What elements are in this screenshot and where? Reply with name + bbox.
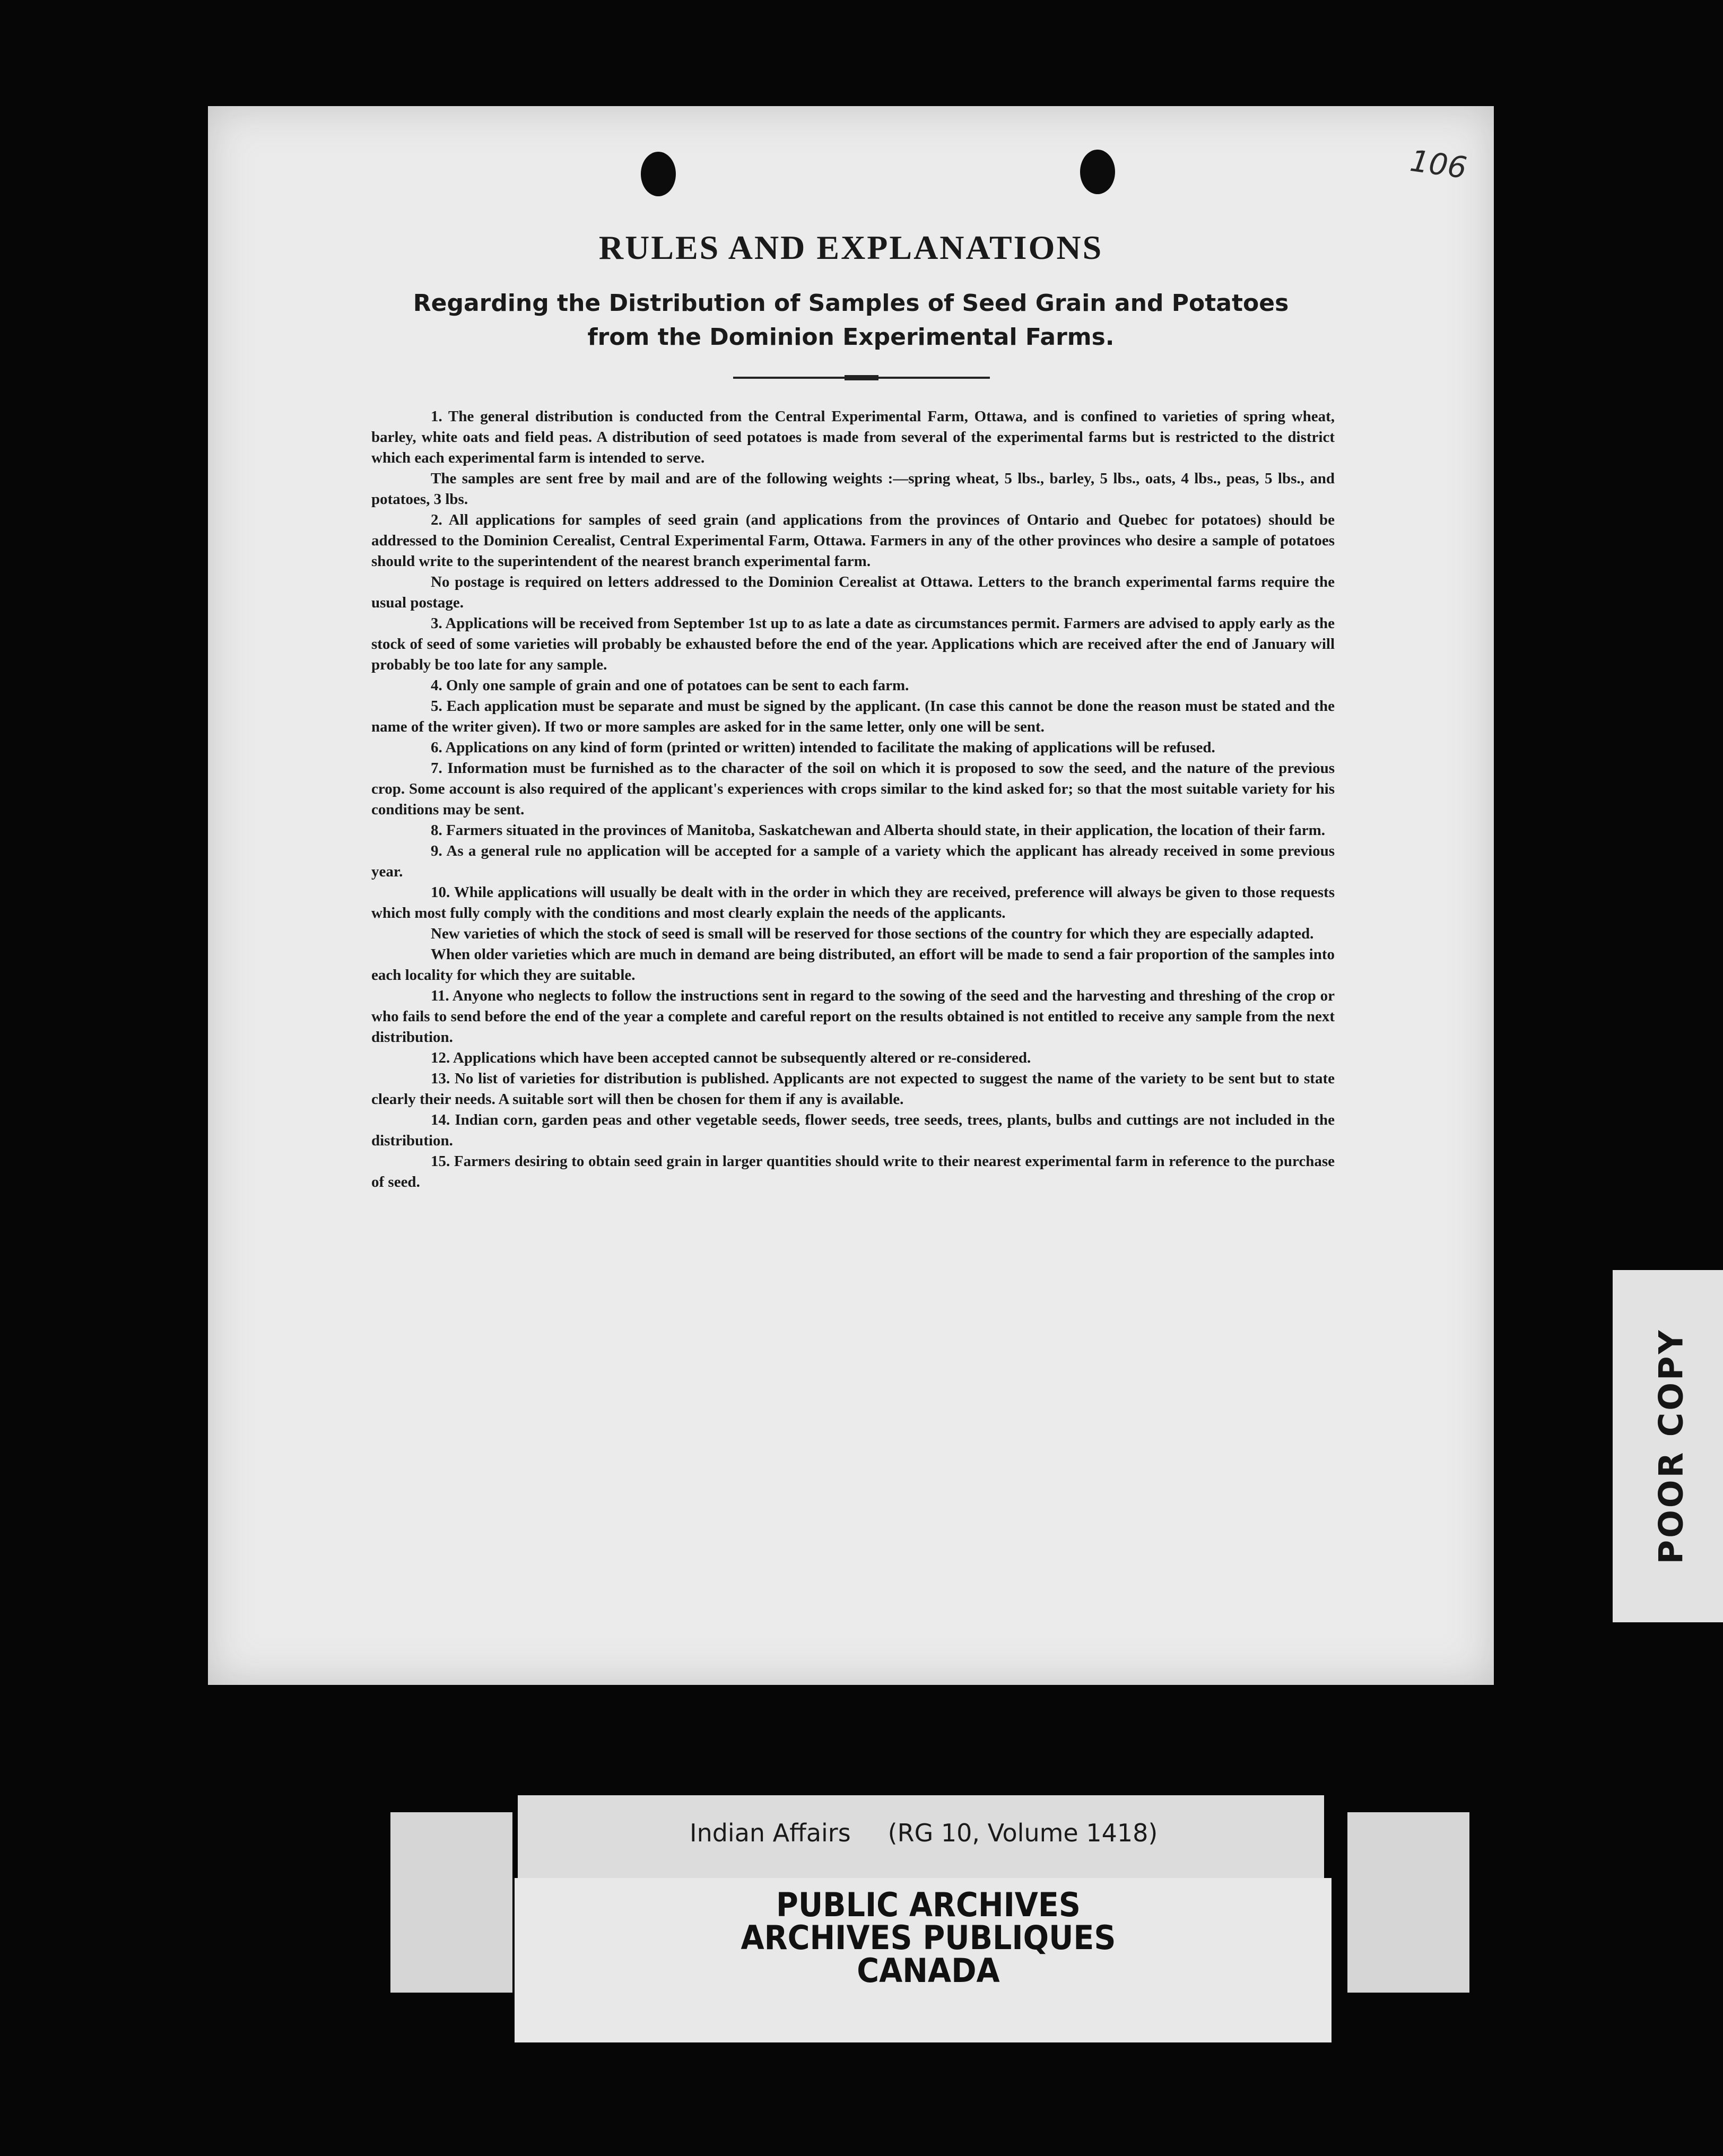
archive-fonds: Indian Affairs [690, 1819, 851, 1847]
subtitle-line-1: Regarding the Distribution of Samples of Seed Grain and Potatoes [413, 290, 1289, 317]
rule-paragraph: 14. Indian corn, garden peas and other vegetable seeds, flower seeds, tree seeds, trees, plants, bulbs and cuttings are not included in the distribution. [371, 1111, 1335, 1149]
rule-paragraph: 1. The general distribution is conducted from the Central Experimental Farm, Ottawa, and is confined to varieties of spring wheat, barley, white oats and field peas. A distribution of seed potatoes is made from several of the experimental farms but is restricted to the district which each experimental farm is intended to serve. [371, 408, 1335, 466]
stamp-line-1: PUBLIC ARCHIVES [776, 1885, 1081, 1924]
rule-paragraph: When older varieties which are much in demand are being distributed, an effort will be made to send a fair proportion of the samples into each locality for which they are suitable. [371, 946, 1335, 984]
rule-paragraph: 10. While applications will usually be dealt with in the order in which they are received, preference will always be given to those requests which most fully comply with the conditions and most clearly explain the needs of the applicants. [371, 884, 1335, 921]
rule-paragraph: New varieties of which the stock of seed is small will be reserved for those sections of the country for which they are especially adapted. [431, 925, 1314, 942]
punch-hole-left [641, 152, 676, 196]
rules-body [371, 406, 1335, 1193]
document-subtitle [367, 286, 1335, 354]
subtitle-line-2: from the Dominion Experimental Farms. [587, 324, 1115, 351]
document-page [208, 106, 1494, 1685]
rule-paragraph: 13. No list of varieties for distribution is published. Applicants are not expected to suggest the name of the variety to be sent but to state clearly their needs. A suitable sort will then be chosen for them if any is available. [371, 1070, 1335, 1108]
rule-paragraph: 5. Each application must be separate and must be signed by the applicant. (In case this cannot be done the reason must be stated and the name of the writer given). If two or more samples are asked for in the same letter, only one will be sent. [371, 698, 1335, 735]
rule-paragraph: The samples are sent free by mail and are of the following weights :—spring wheat, 5 lbs., barley, 5 lbs., oats, 4 lbs., peas, 5 lbs., and potatoes, 3 lbs. [371, 470, 1335, 508]
stamp-line-2: ARCHIVES PUBLIQUES [741, 1918, 1116, 1957]
rule-paragraph: 8. Farmers situated in the provinces of Manitoba, Saskatchewan and Alberta should state, in their application, the location of their farm. [431, 822, 1326, 839]
public-archives-stamp [611, 1885, 1246, 1990]
archive-card-right-flap [1347, 1812, 1469, 1993]
poor-copy-text: POOR COPY [1651, 1328, 1691, 1564]
document-title: RULES AND EXPLANATIONS [598, 229, 1103, 266]
title-divider [733, 377, 990, 379]
rule-paragraph: 15. Farmers desiring to obtain seed grain in larger quantities should write to their nearest experimental farm in reference to the purchase of seed. [371, 1153, 1335, 1190]
rule-paragraph: No postage is required on letters addressed to the Dominion Cerealist at Ottawa. Letters to the branch experimental farms require the usual postage. [371, 573, 1335, 611]
rule-paragraph: 11. Anyone who neglects to follow the instructions sent in regard to the sowing of the seed and the harvesting and threshing of the crop or who fails to send before the end of the year a complete and careful report on the results obtained is not entitled to receive any sample from the next distribution. [371, 987, 1335, 1046]
stamp-line-3: CANADA [857, 1951, 1000, 1990]
rule-paragraph: 7. Information must be furnished as to the character of the soil on which it is proposed to sow the seed, and the nature of the previous crop. Some account is also required of the applicant's experiences with crops similar to the kind asked for; so that the most suitable variety for his conditions may be sent. [371, 760, 1335, 818]
rule-paragraph: 4. Only one sample of grain and one of potatoes can be sent to each farm. [431, 677, 909, 694]
archive-reference-line [690, 1819, 1158, 1847]
rule-paragraph: 6. Applications on any kind of form (printed or written) intended to facilitate the making of applications will be refused. [431, 739, 1215, 756]
archive-volume: (RG 10, Volume 1418) [887, 1819, 1158, 1847]
rule-paragraph: 3. Applications will be received from September 1st up to as late a date as circumstances permit. Farmers are advised to apply early as the stock of seed of some varieties will probably be exhausted before the end of the year. Applications which are received after the end of January will probably be too late for any sample. [371, 615, 1335, 673]
archive-card-left-flap [390, 1812, 512, 1993]
handwritten-page-number: 106 [1407, 143, 1469, 186]
rule-paragraph: 2. All applications for samples of seed grain (and applications from the provinces of Ontario and Quebec for potatoes) should be addressed to the Dominion Cerealist, Central Experimental Farm, Ottawa. Farmers in any of the other provinces who desire a sample of potatoes should write to the superintendent of the nearest branch experimental farm. [371, 511, 1335, 570]
rule-paragraph: 12. Applications which have been accepted cannot be subsequently altered or re-considered. [431, 1049, 1031, 1066]
punch-hole-right [1080, 150, 1115, 194]
rule-paragraph: 9. As a general rule no application will be accepted for a sample of a variety which the applicant has already received in some previous year. [371, 842, 1335, 880]
